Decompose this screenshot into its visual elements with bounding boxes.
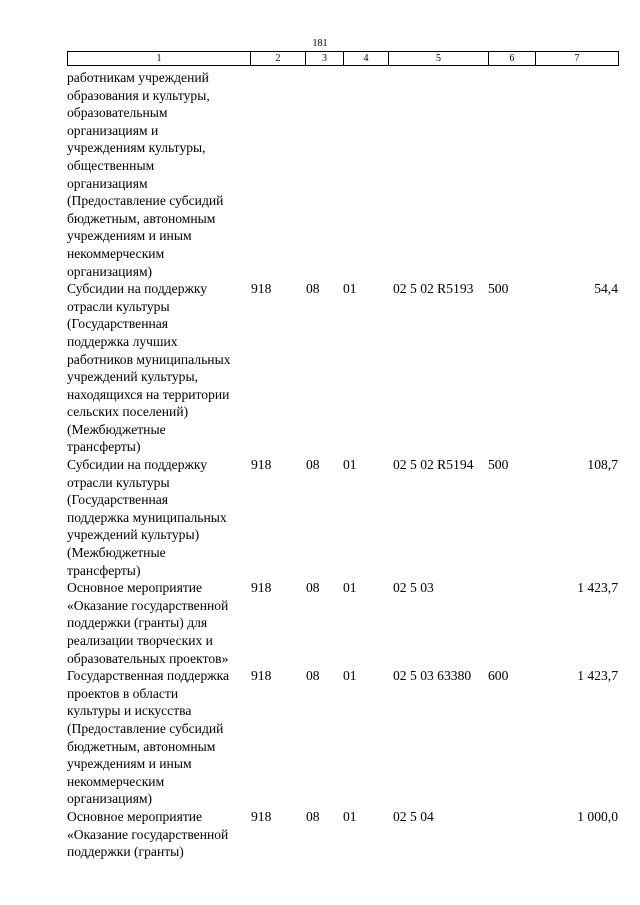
table-row-main-activity-grants xyxy=(67,579,618,667)
row-admin-code: 918 xyxy=(251,808,272,824)
row-target-code: 02 5 03 xyxy=(393,580,434,596)
row-target-code xyxy=(388,69,488,280)
row-amount: 1 423,7 xyxy=(577,668,618,684)
column-header-4: 4 xyxy=(344,52,389,66)
row-target-code: 02 5 03 63380 xyxy=(393,668,472,684)
column-header-7: 7 xyxy=(536,52,619,66)
row-target-code: 02 5 02 R5193 xyxy=(393,281,474,297)
row-subsection: 01 xyxy=(343,808,357,824)
page-number: 181 xyxy=(312,38,328,49)
row-amount: 1 423,7 xyxy=(577,580,618,596)
row-admin-code: 918 xyxy=(251,281,272,297)
row-amount: 108,7 xyxy=(587,457,618,473)
table-row-main-activity-grants-2 xyxy=(67,808,618,861)
row-expense-type xyxy=(488,579,535,667)
column-header-3: 3 xyxy=(306,52,344,66)
row-amount xyxy=(535,69,618,280)
row-admin-code: 918 xyxy=(251,668,272,684)
row-name: Государственная поддержка проектов в области культуры и искусства (Предоставление субсидий бюджетным, автономным учреждениям и иным некоммерческим организациям) xyxy=(67,668,230,807)
row-subsection: 01 xyxy=(343,580,357,596)
row-expense-type: 500 xyxy=(488,457,509,473)
row-section: 08 xyxy=(306,668,320,684)
row-target-code: 02 5 04 xyxy=(393,808,434,824)
row-section: 08 xyxy=(306,457,320,473)
table-row-subsidy-best-workers xyxy=(67,280,618,456)
column-header-6: 6 xyxy=(489,52,536,66)
row-subsection: 01 xyxy=(343,668,357,684)
row-name: Субсидии на поддержку отрасли культуры (Государственная поддержка муниципальных учреждений культуры) (Межбюджетные трансферты) xyxy=(67,457,227,578)
row-name: Основное мероприятие «Оказание государственной поддержки (гранты) для реализации творческих и образовательных проектов» xyxy=(67,580,229,666)
table-row-state-support-projects xyxy=(67,667,618,808)
row-target-code: 02 5 02 R5194 xyxy=(393,457,474,473)
row-expense-type xyxy=(488,69,535,280)
row-section: 08 xyxy=(306,580,320,596)
row-name: работникам учреждений образования и культуры, образовательным организациям и учреждениям культуры, общественным организациям (Предоставление субсидий бюджетным, автономным учреждениям и иным некоммерческим организациям) xyxy=(67,70,224,279)
row-name: Основное мероприятие «Оказание государственной поддержки (гранты) xyxy=(67,808,229,860)
column-header-5: 5 xyxy=(389,52,489,66)
row-name: Субсидии на поддержку отрасли культуры (Государственная поддержка лучших работников муниципальных учреждений культуры, находящихся на территории сельских поселений) (Межбюджетные трансферты) xyxy=(67,281,231,455)
row-subsection: 01 xyxy=(343,457,357,473)
budget-table xyxy=(67,69,618,861)
row-section xyxy=(305,69,343,280)
row-admin-code: 918 xyxy=(251,457,272,473)
row-section: 08 xyxy=(306,808,320,824)
row-subsection: 01 xyxy=(343,281,357,297)
table-row-subsidy-institutions xyxy=(67,456,618,579)
row-expense-type: 600 xyxy=(488,668,509,684)
column-header-2: 2 xyxy=(251,52,306,66)
table-row-continuation xyxy=(67,69,618,280)
row-section: 08 xyxy=(306,281,320,297)
row-amount: 54,4 xyxy=(594,281,618,297)
column-header-table xyxy=(67,51,619,66)
row-admin-code xyxy=(250,69,305,280)
row-admin-code: 918 xyxy=(251,580,272,596)
row-expense-type xyxy=(488,808,535,861)
row-subsection xyxy=(343,69,388,280)
column-number-row xyxy=(68,52,619,66)
column-header-1: 1 xyxy=(68,52,251,66)
row-amount: 1 000,0 xyxy=(577,808,618,824)
row-expense-type: 500 xyxy=(488,281,509,297)
